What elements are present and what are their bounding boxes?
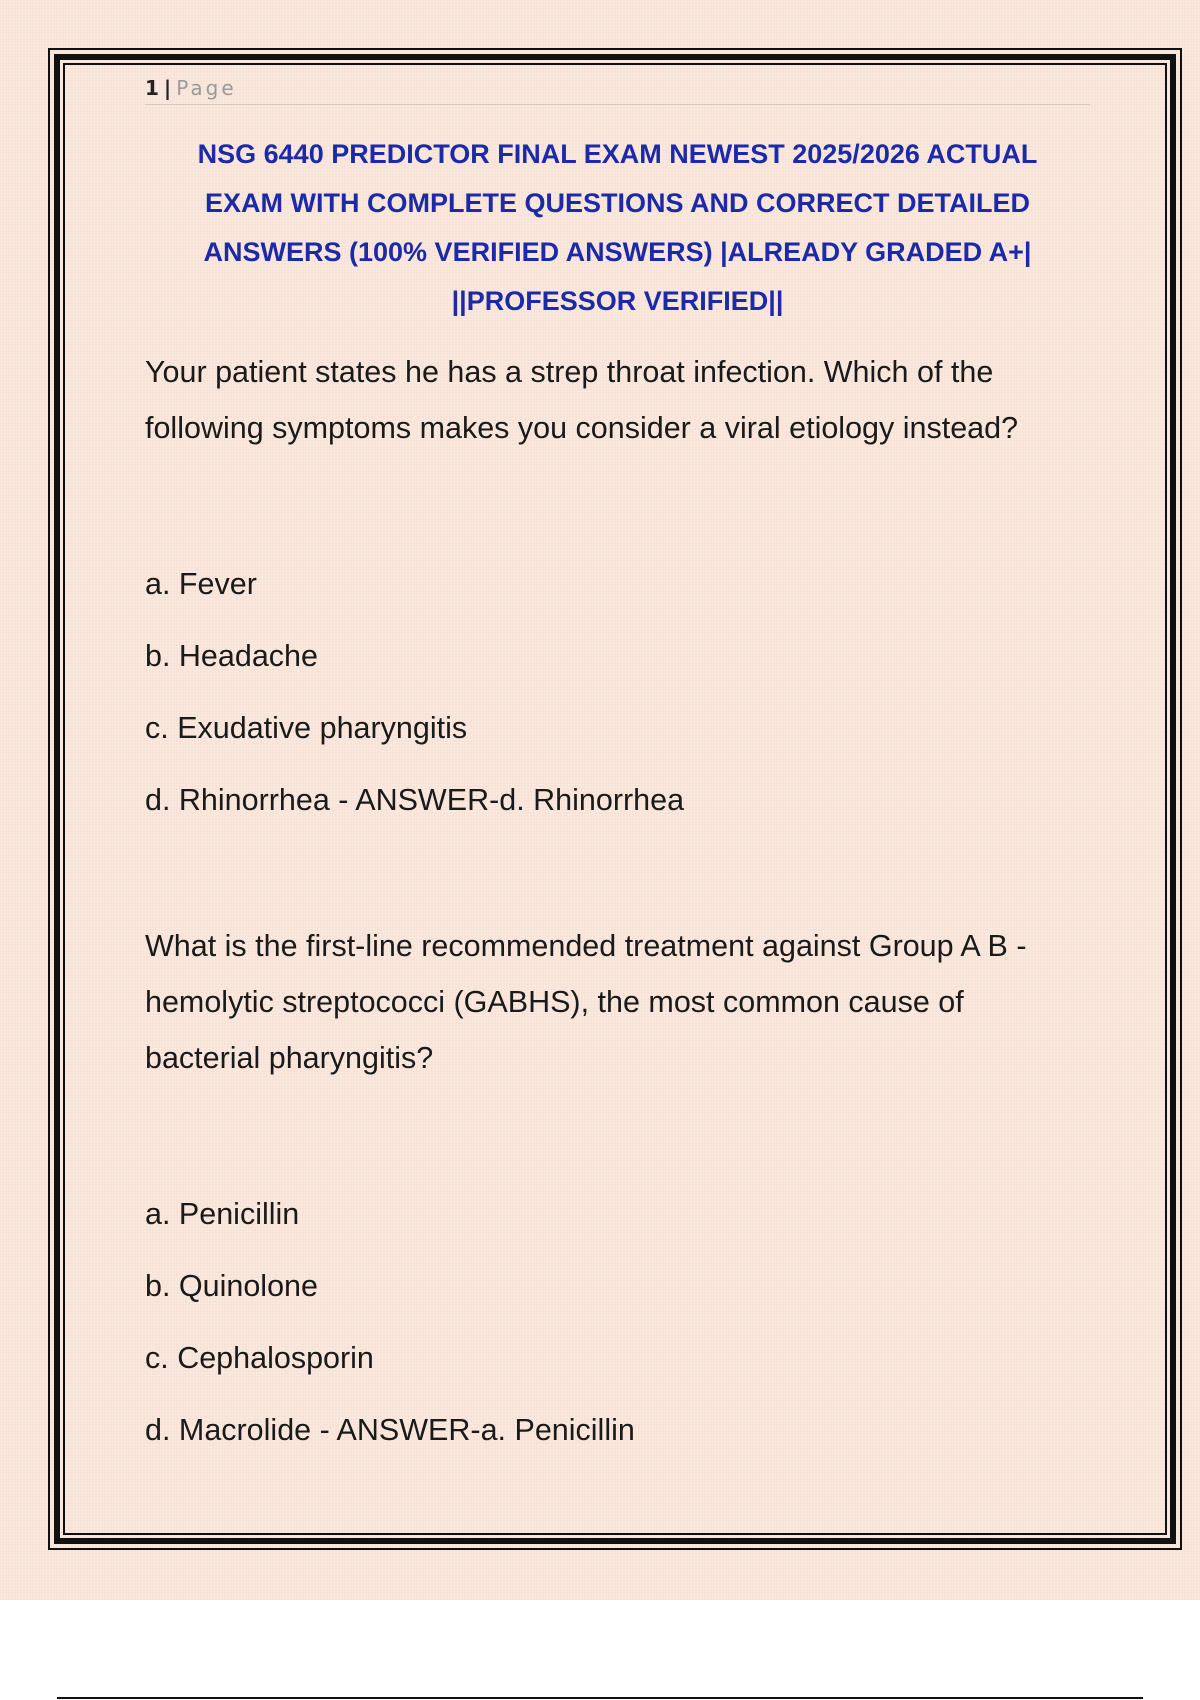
option-answer: d. Rhinorrhea - ANSWER-d. Rhinorrhea: [145, 783, 685, 817]
option-item: c. Exudative pharyngitis: [145, 711, 468, 745]
document-content: [145, 70, 1090, 1466]
title-line: ||PROFESSOR VERIFIED||: [451, 286, 784, 316]
title-line: ANSWERS (100% VERIFIED ANSWERS) |ALREADY GRADED A+|: [203, 237, 1032, 267]
question-1-text: [145, 344, 1090, 456]
option-item: a. Penicillin: [145, 1197, 300, 1231]
title-line: EXAM WITH COMPLETE QUESTIONS AND CORRECT DETAILED: [204, 188, 1030, 218]
page-number: 1: [145, 76, 160, 100]
question-line: following symptoms makes you consider a viral etiology instead?: [145, 411, 1019, 445]
question-line: bacterial pharyngitis?: [145, 1041, 434, 1075]
option-answer: d. Macrolide - ANSWER-a. Penicillin: [145, 1413, 635, 1447]
question-1-options: [145, 548, 1090, 836]
option-item: b. Headache: [145, 639, 318, 673]
footer-rule: [57, 1697, 1143, 1699]
option-item: c. Cephalosporin: [145, 1341, 374, 1375]
title-line: NSG 6440 PREDICTOR FINAL EXAM NEWEST 2025/2026 ACTUAL: [197, 139, 1038, 169]
document-title: [145, 130, 1090, 326]
question-line: Your patient states he has a strep throat infection. Which of the: [145, 355, 994, 389]
question-line: hemolytic streptococci (GABHS), the most common cause of: [145, 985, 964, 1019]
page-separator: |: [163, 76, 173, 100]
option-item: a. Fever: [145, 567, 257, 601]
option-item: b. Quinolone: [145, 1269, 318, 1303]
page-header: [145, 72, 1090, 105]
page-label: Page: [176, 76, 237, 100]
question-2-options: [145, 1178, 1090, 1466]
question-line: What is the first-line recommended treatment against Group A B -: [145, 929, 1027, 963]
question-2-text: [145, 918, 1090, 1086]
